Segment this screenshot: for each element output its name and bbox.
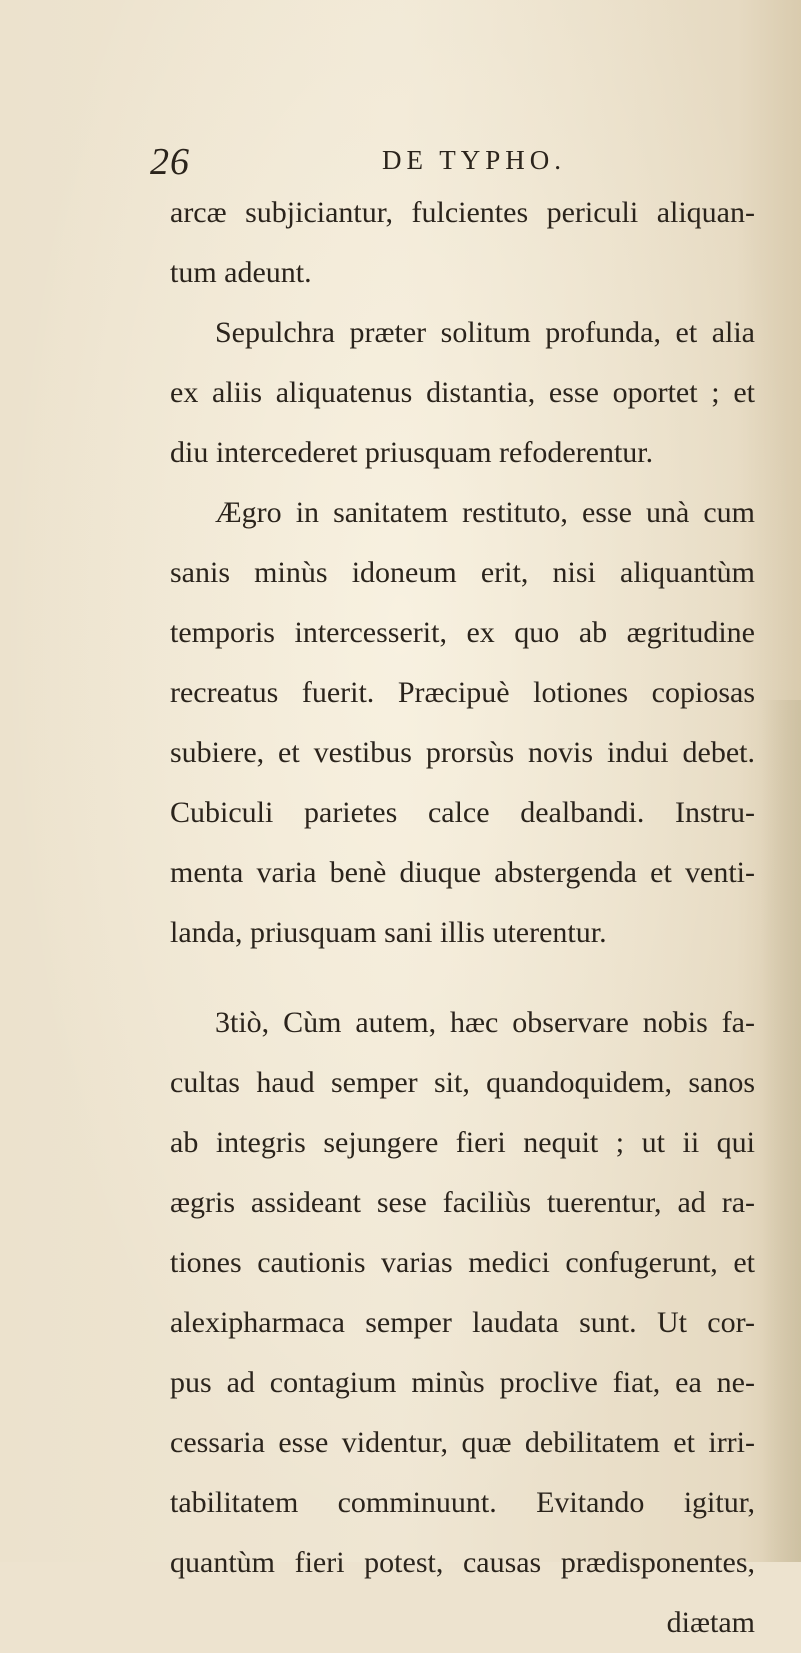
catchword: diætam	[666, 1606, 755, 1639]
text-line: tabilitatem comminuunt. Evitando igitur,	[170, 1486, 755, 1519]
text-line: recreatus fuerit. Præcipuè lotiones copiosas	[170, 676, 755, 709]
text-line: Sepulchra præter solitum profunda, et alia	[215, 316, 755, 349]
text-line: tiones cautionis varias medici confugerunt, et	[170, 1246, 755, 1279]
text-line: quantùm fieri potest, causas prædisponentes,	[170, 1546, 755, 1579]
body-text	[170, 183, 755, 1653]
text-line: arcæ subjiciantur, fulcientes periculi aliquan-	[170, 196, 755, 229]
text-line: menta varia benè diuque abstergenda et venti-	[170, 856, 755, 889]
text-line: ab integris sejungere fieri nequit ; ut ii qui	[170, 1126, 755, 1159]
text-line: alexipharmaca semper laudata sunt. Ut cor-	[170, 1306, 755, 1339]
text-line: 3tiò, Cùm autem, hæc observare nobis fa-	[215, 1006, 755, 1039]
text-line: cultas haud semper sit, quandoquidem, sanos	[170, 1066, 755, 1099]
paragraph-gap	[170, 963, 755, 993]
text-line: ægris assideant sese faciliùs tuerentur, ad ra-	[170, 1186, 755, 1219]
page-number: 26	[150, 141, 190, 183]
text-line: ex aliis aliquatenus distantia, esse oportet ; et	[170, 376, 755, 409]
text-line: subiere, et vestibus prorsùs novis indui debet.	[170, 736, 755, 769]
text-line: sanis minùs idoneum erit, nisi aliquantùm	[170, 556, 755, 589]
text-line: Cubiculi parietes calce dealbandi. Instru-	[170, 796, 755, 829]
text-line: pus ad contagium minùs proclive fiat, ea ne-	[170, 1366, 755, 1399]
text-line: temporis intercesserit, ex quo ab ægritudine	[170, 616, 755, 649]
text-line: diu intercederet priusquam refoderentur.	[170, 436, 654, 469]
text-line: cessaria esse videntur, quæ debilitatem et irri-	[170, 1426, 755, 1459]
running-head: DE TYPHO.	[382, 145, 567, 175]
text-line: tum adeunt.	[170, 256, 312, 289]
page-edge-stain	[761, 700, 801, 1562]
text-line: Ægro in sanitatem restituto, esse unà cum	[215, 496, 755, 529]
text-line: landa, priusquam sani illis uterentur.	[170, 916, 607, 949]
